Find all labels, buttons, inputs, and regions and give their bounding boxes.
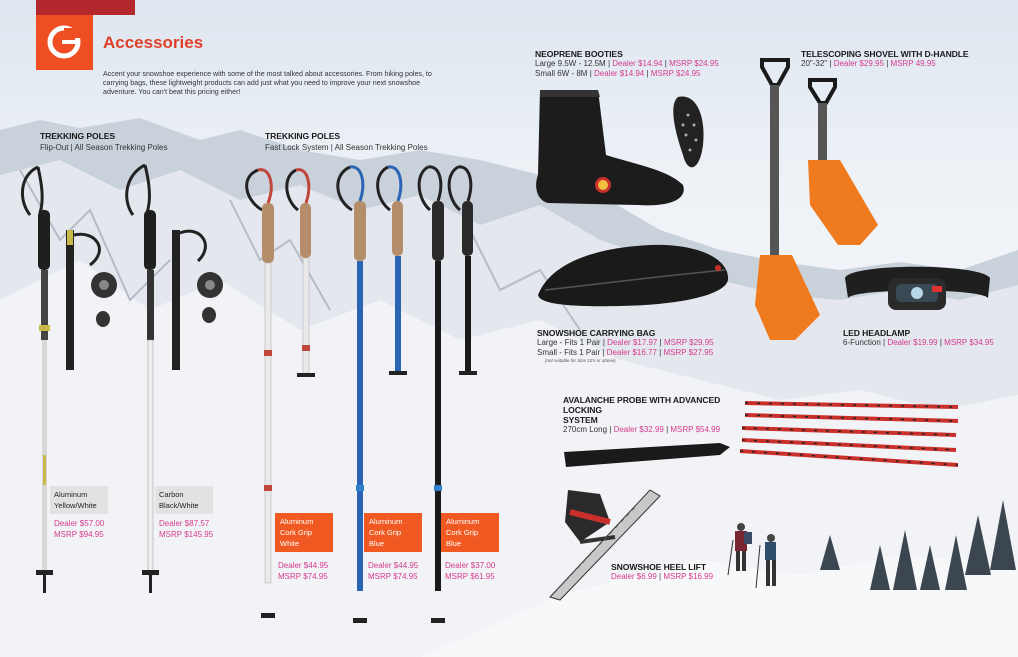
- snowshoe-heel-lift-image: [540, 482, 665, 602]
- probe-spec: 270cm Long: [563, 425, 608, 434]
- msrp-price: MSRP $34.95: [944, 338, 994, 347]
- variant-name-line3: Blue: [369, 539, 385, 548]
- dealer-price: Dealer $87.57: [159, 519, 210, 528]
- price-carbon-black: [159, 518, 213, 540]
- neoprene-booties-image: [528, 85, 718, 215]
- booties-size: Large 9.5W - 12.5M: [535, 59, 606, 68]
- dealer-price: Dealer $29.95: [833, 59, 884, 68]
- pole-cork-white: [247, 170, 275, 618]
- headlamp-spec: 6-Function: [843, 338, 881, 347]
- page-title: Accessories: [103, 33, 204, 52]
- msrp-price: MSRP $29.95: [663, 338, 714, 347]
- price-aluminum-yellow: [54, 518, 104, 540]
- heel-lift-title: SNOWSHOE HEEL LIFT: [611, 562, 706, 572]
- msrp-price: MSRP $145.95: [159, 530, 214, 539]
- headlamp-line: 6-Function | Dealer $19.99 | MSRP $34.95: [843, 338, 994, 347]
- dealer-price: Dealer $14.94: [612, 59, 663, 68]
- shovel-title: TELESCOPING SHOVEL WITH D-HANDLE: [801, 49, 969, 59]
- msrp-price: MSRP $74.95: [368, 572, 418, 581]
- shovel-line: 20"-32" | Dealer $29.95 | MSRP 49.95: [801, 59, 936, 68]
- msrp-price: MSRP $54.99: [670, 425, 721, 434]
- booties-line-large: Large 9.5W - 12.5M | Dealer $14.94 | MSRP $24.95: [535, 59, 719, 68]
- dealer-price: Dealer $17.97: [607, 338, 658, 347]
- fastlock-title: TREKKING POLES: [265, 131, 340, 141]
- msrp-price: MSRP $27.95: [663, 348, 714, 357]
- dealer-price: Dealer $57.00: [54, 519, 105, 528]
- variant-label-carbon-black: [155, 486, 213, 514]
- pole-cork-black: [419, 167, 445, 623]
- headlamp-block: [843, 328, 994, 348]
- price-cork-blue: [368, 560, 418, 582]
- dealer-price: Dealer $16.77: [606, 348, 657, 357]
- avalanche-probe-image: [560, 395, 965, 475]
- bag-note: (not suitable for Size 10's or above): [545, 358, 616, 363]
- variant-name-line2: Cork Grip: [280, 528, 313, 537]
- bag-block: [537, 328, 714, 363]
- variant-name-line2: Yellow/White: [54, 501, 97, 510]
- pole-aluminum-yellow: [22, 167, 53, 593]
- msrp-price: MSRP $24.95: [650, 69, 701, 78]
- dealer-price: Dealer $44.95: [278, 561, 329, 570]
- bag-line-small: Small - Fits 1 Pair | Dealer $16.77 | MSRP $27.95: [537, 348, 714, 357]
- bag-size: Large - Fits 1 Pair: [537, 338, 601, 347]
- intro-text: Accent your snowshoe experience with some of the most talked about accessories. From hiking poles, to carrying bags, these lightweight products can add just what you need to improve your next snowshoe adventure. You can't beat this pricing either!: [103, 70, 432, 96]
- price-cork-white: [278, 560, 328, 582]
- bag-line-large: Large - Fits 1 Pair | Dealer $17.97 | MSRP $29.95: [537, 338, 714, 347]
- shovel-size: 20"-32": [801, 59, 828, 68]
- variant-name-line1: Aluminum: [280, 517, 314, 526]
- msrp-price: MSRP $61.95: [445, 572, 495, 581]
- msrp-price: MSRP $16.99: [663, 572, 714, 581]
- heel-lift-block: [611, 562, 713, 582]
- fastlock-heading: [265, 131, 428, 152]
- dealer-price: Dealer $14.94: [594, 69, 645, 78]
- dealer-price: Dealer $37.00: [445, 561, 496, 570]
- variant-name-line3: White: [280, 539, 300, 548]
- variant-name-line1: Aluminum: [369, 517, 403, 526]
- trekking-poles-illustration: [0, 155, 520, 635]
- heel-lift-line: Dealer $6.99 | MSRP $16.99: [611, 572, 714, 581]
- probe-line: 270cm Long | Dealer $32.99 | MSRP $54.99: [563, 425, 721, 434]
- headlamp-title: LED HEADLAMP: [843, 328, 911, 338]
- snowshoe-bag-image: [530, 240, 740, 315]
- probe-title-line2: SYSTEM: [563, 415, 598, 425]
- bag-title: SNOWSHOE CARRYING BAG: [537, 328, 656, 338]
- variant-label-cork-blue-2: [441, 513, 499, 552]
- dealer-price: Dealer $32.99: [613, 425, 664, 434]
- variant-name-line1: Carbon: [159, 490, 184, 499]
- bag-size: Small - Fits 1 Pair: [537, 348, 601, 357]
- fastlock-subtitle: Fast Lock System | All Season Trekking Poles: [265, 143, 428, 152]
- brand-logo-icon: [36, 15, 93, 70]
- dealer-price: Dealer $6.99: [611, 572, 657, 581]
- variant-name-line3: Blue: [446, 539, 462, 548]
- variant-name-line2: Black/White: [159, 501, 199, 510]
- flipout-title: TREKKING POLES: [40, 131, 115, 141]
- msrp-price: MSRP $24.95: [669, 59, 719, 68]
- pole-cork-blue: [338, 167, 367, 623]
- msrp-price: MSRP 49.95: [890, 59, 936, 68]
- header-accent-bar: [36, 0, 135, 15]
- variant-name-line1: Aluminum: [446, 517, 480, 526]
- variant-name-line2: Cork Grip: [446, 528, 479, 537]
- led-headlamp-image: [840, 258, 995, 318]
- probe-title-line1: AVALANCHE PROBE WITH ADVANCED LOCKING: [563, 395, 721, 415]
- variant-label-cork-blue: [364, 513, 422, 552]
- msrp-price: MSRP $74.95: [278, 572, 328, 581]
- variant-name-line2: Cork Grip: [369, 528, 402, 537]
- booties-line-small: Small 6W - 8M | Dealer $14.94 | MSRP $24.95: [535, 69, 701, 78]
- booties-size: Small 6W - 8M: [535, 69, 588, 78]
- variant-name-line1: Aluminum: [54, 490, 88, 499]
- msrp-price: MSRP $94.95: [54, 530, 104, 539]
- dealer-price: Dealer $44.95: [368, 561, 419, 570]
- price-cork-blue-2: [445, 560, 495, 582]
- variant-label-cork-white: [275, 513, 333, 552]
- variant-label-aluminum-yellow: [50, 486, 108, 514]
- flipout-subtitle: Flip-Out | All Season Trekking Poles: [40, 143, 168, 152]
- dealer-price: Dealer $19.99: [887, 338, 938, 347]
- pole-carbon-black: [127, 165, 159, 593]
- booties-block: [535, 49, 719, 79]
- flipout-heading: [40, 131, 167, 152]
- booties-title: NEOPRENE BOOTIES: [535, 49, 623, 59]
